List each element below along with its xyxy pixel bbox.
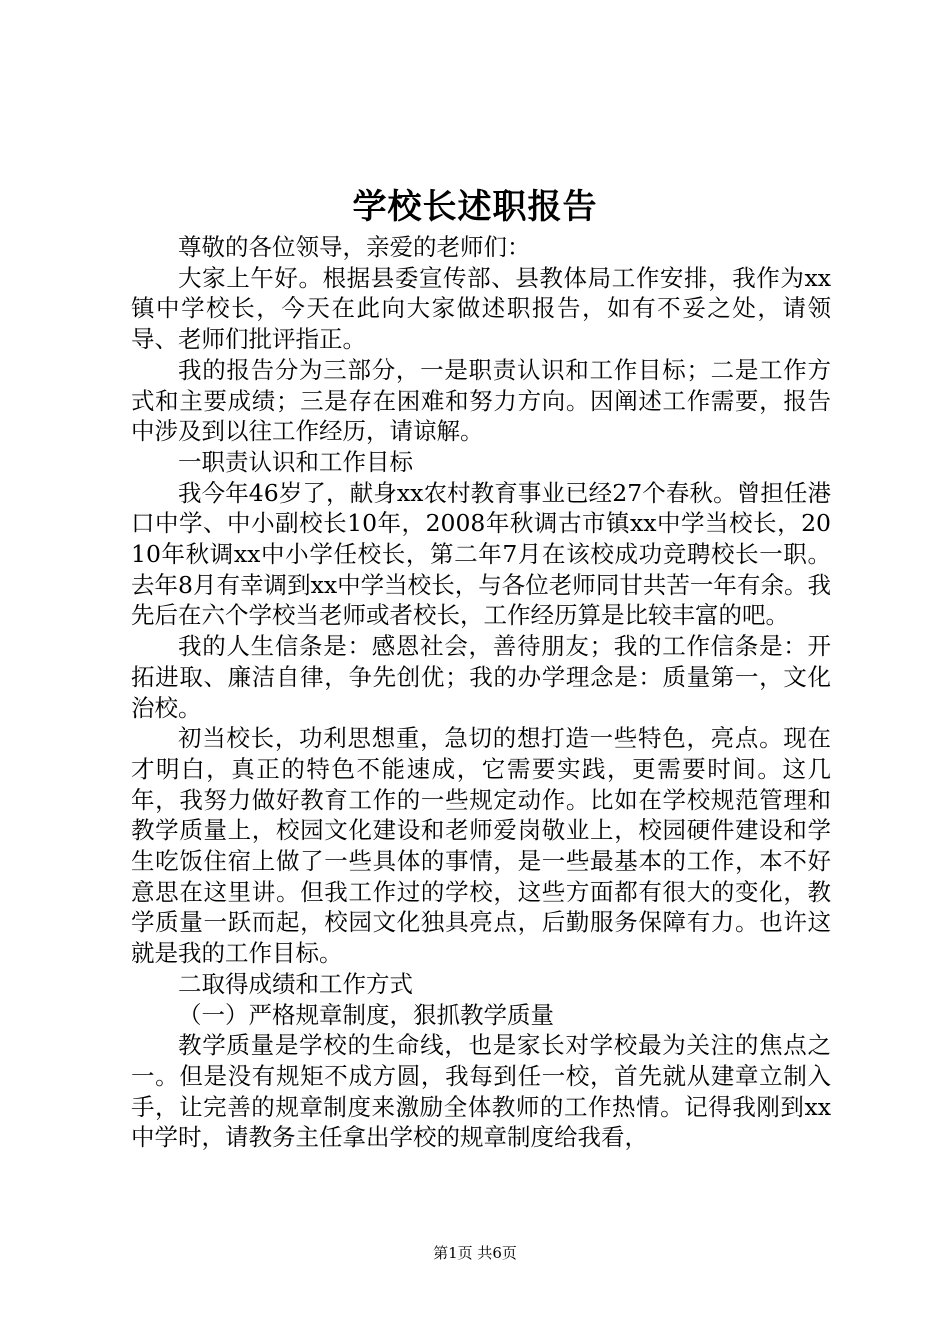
body-paragraph: 初当校长，功利思想重，急切的想打造一些特色，亮点。现在才明白，真正的特色不能速成，它需要实践，更需要时间。这几年，我努力做好教育工作的一些规定动作。比如在学校规范管理和教学质量上，校园文化建设和老师爱岗敬业上，校园硬件建设和学生吃饭住宿上做了一些具体的事情，是一些最基本的工作，本不好意思在这里讲。但我工作过的学校，这些方面都有很大的变化，教学质量一跃而起，校园文化独具亮点，后勤服务保障有力。也许这就是我的工作目标。 bbox=[131, 724, 831, 968]
section-heading: 一职责认识和工作目标 bbox=[178, 447, 413, 476]
section-heading: 二取得成绩和工作方式 bbox=[178, 969, 413, 998]
document-title: 学校长述职报告 bbox=[352, 187, 598, 227]
body-paragraph: 我的报告分为三部分，一是职责认识和工作目标；二是工作方式和主要成绩；三是存在困难和努力方向。因阐述工作需要，报告中涉及到以往工作经历，请谅解。 bbox=[131, 355, 831, 446]
body-paragraph: 教学质量是学校的生命线，也是家长对学校最为关注的焦点之一。但是没有规矩不成方圆，我每到任一校，首先就从建章立制入手，让完善的规章制度来激励全体教师的工作热情。记得我刚到xx中学时，请教务主任拿出学校的规章制度给我看， bbox=[131, 1031, 831, 1152]
subsection-heading: （一）严格规章制度，狠抓教学质量 bbox=[178, 1000, 554, 1029]
page-number-footer: 第1页 共6页 bbox=[433, 1244, 517, 1262]
document-body bbox=[131, 232, 831, 1153]
body-paragraph: 我今年46岁了，献身xx农村教育事业已经27个春秋。曾担任港口中学、中小副校长10年，2008年秋调古市镇xx中学当校长，2010年秋调xx中小学任校长，第二年7月在该校成功竞聘校长一职。去年8月有幸调到xx中学当校长，与各位老师同甘共苦一年有余。我先后在六个学校当老师或者校长，工作经历算是比较丰富的吧。 bbox=[131, 478, 831, 630]
salutation: 尊敬的各位领导，亲爱的老师们： bbox=[178, 233, 531, 261]
body-paragraph: 我的人生信条是：感恩社会，善待朋友；我的工作信条是：开拓进取、廉洁自律，争先创优；我的办学理念是：质量第一，文化治校。 bbox=[131, 632, 831, 722]
body-paragraph: 大家上午好。根据县委宣传部、县教体局工作安排，我作为xx镇中学校长，今天在此向大家做述职报告，如有不妥之处，请领导、老师们批评指正。 bbox=[131, 263, 831, 354]
